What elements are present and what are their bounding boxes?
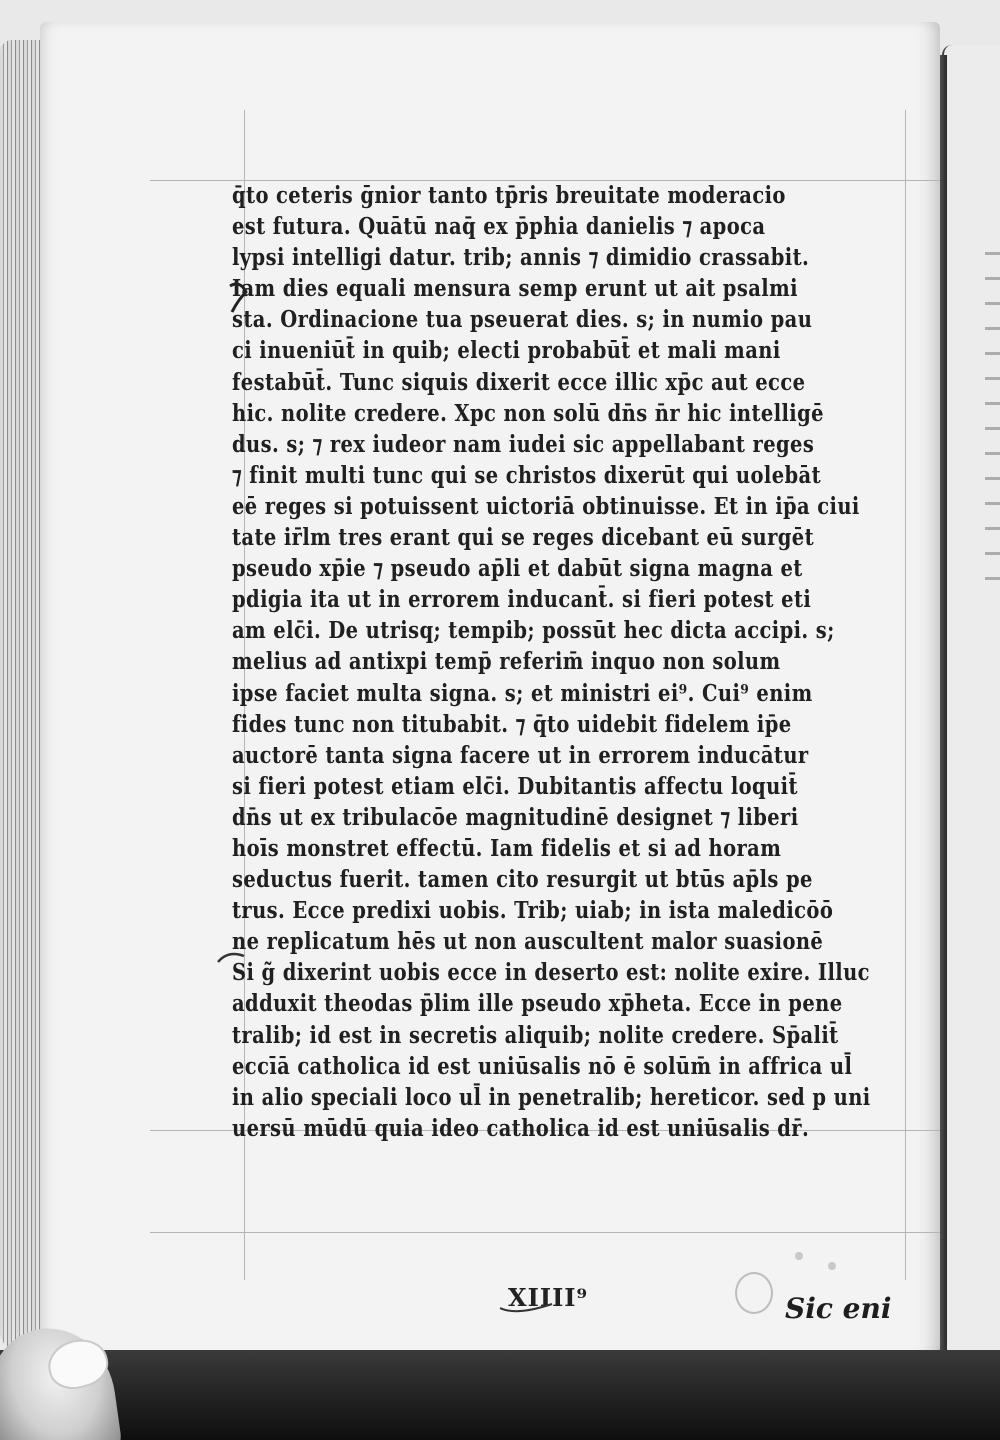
text-line: festabūt̄. Tunc siquis dixerit ecce illic xp̄c aut ecce — [232, 368, 806, 396]
paper-spot — [828, 1262, 836, 1270]
text-line: si fieri potest etiam elc̄i. Dubitantis affectu loquit̄ — [232, 772, 798, 800]
facing-page-text-fragment — [985, 230, 1000, 590]
text-line: ipse faciet multa signa. s; et ministri ei⁹. Cui⁹ enim — [232, 679, 813, 707]
paragraph-mark-icon — [216, 942, 246, 968]
folio-flourish-icon — [496, 1294, 556, 1316]
text-line: adduxit theodas p̄lim ille pseudo xp̄heta. Ecce in pene — [232, 990, 843, 1018]
text-line: tate ir̄lm tres erant qui se reges dicebant eū surgēt — [232, 523, 814, 552]
ruling-line-lower — [150, 1232, 940, 1233]
text-line: auctorē tanta signa facere ut in errorem inducātur — [232, 741, 809, 769]
text-line: seductus fuerit. tamen cito resurgit ut btūs ap̄ls pe — [232, 865, 813, 894]
text-line: eē reges si potuissent uictoriā obtinuisse. Et in ip̄a ciui — [232, 492, 860, 520]
dark-background — [0, 1350, 1000, 1440]
text-line: q̄to ceteris ḡnior tanto tp̄ris breuitate moderacio — [232, 181, 786, 210]
text-line: Iam dies equali mensura semp erunt ut ait psalmi — [232, 275, 798, 303]
text-line: ne replicatum hēs ut non auscultent malor suasionē — [232, 928, 824, 956]
text-line: trus. Ecce predixi uobis. Trib; uiab; in ista maledicōō — [232, 897, 834, 925]
paper-spot — [795, 1252, 803, 1260]
text-line: dn̄s ut ex tribulacōe magnitudinē designet ⁊ liberi — [232, 803, 799, 831]
text-line: tralib; id est in secretis aliquib; nolite credere. Sp̄alit̄ — [232, 1021, 839, 1049]
text-line: pdigia ita ut in errorem inducant̄. si fieri potest eti — [232, 586, 812, 614]
text-line: hoīs monstret effectū. Iam fidelis et si ad horam — [232, 834, 782, 863]
text-line: eccīā catholica id est uniūsalis nō ē solūm̄ in affrica ul̄ — [232, 1052, 853, 1080]
text-line: lypsi intelligi datur. trib; annis ⁊ dimidio crassabit. — [232, 244, 810, 272]
text-line: ⁊ finit multi tunc qui se christos dixerūt qui uolebāt — [232, 461, 821, 489]
folio-number: XIIII⁹ — [508, 1283, 589, 1312]
text-line: am elc̄i. De utrisq; tempib; possūt hec dicta accipi. s; — [232, 617, 835, 645]
text-line: in alio speciali loco ul̄ in penetralib; hereticor. sed p uni — [232, 1083, 871, 1111]
paper-stain — [735, 1272, 773, 1314]
manuscript-text-block — [232, 180, 912, 1144]
text-line: dus. s; ⁊ rex iudeor nam iudei sic appellabant reges — [232, 430, 815, 458]
text-line: sta. Ordinacione tua pseuerat dies. s; in numio pau — [232, 306, 813, 334]
text-line: hic. nolite credere. Xpc non solū dn̄s n̄r hic intelligē — [232, 399, 824, 427]
catchword: Sic eni — [785, 1292, 892, 1325]
text-line: ci inueniūt̄ in quib; electi probabūt̄ et mali mani — [232, 337, 781, 365]
text-line: uersū mūdū quia ideo catholica id est uniūsalis dr̄. — [232, 1114, 810, 1142]
text-line: Si g̃ dixerint uobis ecce in deserto est: nolite exire. Illuc — [232, 959, 870, 987]
text-line: melius ad antixpi temp̄ referim̄ inquo non solum — [232, 648, 781, 676]
paragraph-mark-icon — [226, 282, 252, 316]
text-line: est futura. Quātū naq̄ ex p̄phia danielis ⁊ apoca — [232, 213, 766, 241]
text-line: pseudo xp̄ie ⁊ pseudo ap̄li et dabūt signa magna et — [232, 555, 803, 583]
text-line: fides tunc non titubabit. ⁊ q̄to uidebit fidelem ip̄e — [232, 710, 792, 738]
